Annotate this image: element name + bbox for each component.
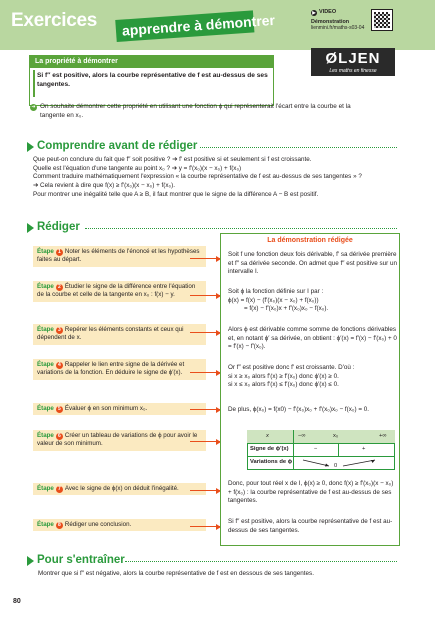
arrow-down-icon (303, 460, 329, 466)
section-rule (125, 561, 397, 562)
property-heading: La propriété à démontrer (29, 55, 274, 68)
section-title-comprendre: Comprendre avant de rédiger (27, 139, 197, 155)
step-3: Étape 3 Repérer les éléments constants et ceux qui dépendent de x. (33, 324, 206, 345)
table-minus-inf: −∞ (298, 433, 306, 439)
table-divider (293, 430, 294, 470)
step-arrow (190, 490, 220, 491)
logo-name: ØLJEN (325, 50, 381, 67)
qr-code-icon[interactable] (372, 10, 392, 30)
demo-p2: Soit ϕ la fonction définie sur I par : ϕ(x) = f(x) − (f′(x₀)(x − x₀) + f(x₀)) = f(x) − f′(x₀)x + f′(x₀)x₀ − f(x₀). (228, 288, 329, 313)
variation-arrows (295, 457, 394, 470)
video-box[interactable] (311, 9, 372, 49)
step-8: Étape 8 Rédiger une conclusion. (33, 519, 206, 531)
section-title-rediger: Rédiger (27, 220, 80, 236)
table-plus-inf: +∞ (379, 433, 387, 439)
step-arrow (190, 409, 220, 410)
step-5: Étape 5 Évaluer ϕ en son minimum x₀. (33, 403, 206, 415)
table-sign-minus: − (314, 446, 318, 452)
exercise-text: Montrer que si f″ est négative, alors la courbe représentative de f est en dessous de ses tangentes. (38, 570, 314, 577)
step-arrow (190, 372, 220, 373)
step-1: Étape 1 Noter les éléments de l'énoncé et les hypothèses faites au départ. (33, 246, 206, 267)
play-icon: ▶ (312, 9, 316, 15)
step-arrow (190, 441, 220, 442)
property-note: On souhaite démontrer cette propriété en utilisant une fonction ϕ qui représenterait l'écart entre la courbe et la tangente en x₀. (40, 103, 351, 119)
video-link[interactable]: lienmini.fr/maths-s03-04 (311, 25, 365, 32)
table-row-sign: Signe de ϕ′(x) (250, 446, 289, 452)
table-divider (247, 443, 395, 444)
step-arrow (190, 295, 220, 296)
demo-p5: De plus, ϕ(x₀) = f(x0) − f′(x₀)x₀ + f′(x₀)x₀ − f(x₀) = 0. (228, 406, 370, 413)
page-subtitle: apprendre à démontrer (115, 10, 254, 42)
section-rule (200, 147, 397, 148)
section1-line: Comment traduire mathématiquement l'expression « la courbe représentative de f est au-dessus de ses tangentes » ? (33, 173, 362, 181)
demo-p4: Or f″ est positive donc f′ est croissante. D'où : si x ≥ x₀ alors f′(x) ≥ f′(x₀) donc ϕ′(x) ≥ 0. si x ≤ x₀ alors f′(x) ≤ f′(x₀) donc ϕ′(x) ≤ 0. (228, 364, 355, 389)
section-arrow-icon (27, 142, 34, 152)
video-tag: ▶ VIDEO (312, 9, 337, 15)
section1-line: ➔ Cela revient à dire que f(x) ≥ f′(x₀)(x − x₀) + f(x₀). (33, 182, 175, 190)
table-row-variations: Variations de ϕ (250, 459, 293, 465)
section1-line: Pour montrer une inégalité telle que A ≥ B, il faut montrer que le signe de la différence A − B est positif. (33, 190, 319, 198)
step-7: Étape 7 Avec le signe de ϕ(x) on déduit l'inégalité. (33, 483, 206, 495)
section1-line: Quelle est l'équation d'une tangente au point x₀ ? ➔ y = f′(x₀)(x − x₀) + f(x₀) (33, 164, 242, 172)
table-min-value: 0 (334, 463, 338, 469)
demo-p3: Alors ϕ est dérivable comme somme de fonctions dérivables et, en notant ϕ′ sa dérivée, on obtient : ϕ′(x) = f′(x) − f′(x₀) + 0 = f′(x) − f′(x₀). (228, 326, 397, 351)
step-6: Étape 6 Créer un tableau de variations de ϕ pour avoir le valeur de son minimum. (33, 430, 206, 451)
video-title: Démonstration (311, 18, 350, 25)
table-divider (338, 443, 339, 456)
demo-p1: Soit f une fonction deux fois dérivable, f′ sa dérivée première et f″ sa dérivée seconde. On admet que f″ est positive sur un intervalle I. (228, 251, 397, 276)
property-text: Si f″ est positive, alors la courbe représentative de f est au-dessus de ses tangentes. (37, 72, 268, 89)
logo (311, 48, 395, 76)
table-sign-plus: + (362, 446, 366, 452)
demo-p7: Si f″ est positive, alors la courbe représentative de f est au-dessus de ses tangentes. (228, 518, 393, 534)
arrow-up-icon (343, 460, 375, 466)
section-arrow-icon (27, 223, 34, 233)
step-arrow (190, 526, 220, 527)
section-rule (85, 228, 397, 229)
table-x: x (266, 433, 269, 439)
section-arrow-icon (27, 556, 34, 566)
section-title-entrainer: Pour s'entraîner (27, 553, 125, 569)
logo-tagline: Les maths en finesse (329, 68, 377, 74)
arrow-right-icon: ➜ (31, 104, 36, 110)
step-4: Étape 4 Rappeler le lien entre signe de la dérivée et variations de la fonction. En déduire le signe de ϕ′(x). (33, 359, 206, 380)
demo-title: La démonstration rédigée (267, 237, 353, 244)
demo-p6: Donc, pour tout réel x de I, ϕ(x) ≥ 0, donc f(x) ≥ f′(x₀)(x − x₀) + f(x₀) : la courbe représentative de f est au-dessus de ses tangentes. (228, 480, 394, 505)
page-title: Exercices (11, 10, 98, 31)
property-accent-bar (33, 70, 35, 97)
section1-line: Que peut-on conclure du fait que f″ soit positive ? ➔ f′ est positive si et seulement si f est croissante. (33, 156, 312, 163)
step-arrow (190, 332, 220, 333)
step-2: Étape 2 Étudier le signe de la différence entre l'équation de la courbe et celle de la tangente en x₀ : f(x) − y. (33, 281, 206, 302)
variation-table-header (247, 430, 395, 443)
section1-body (33, 156, 403, 199)
table-x0: x₀ (333, 433, 339, 439)
page-number: 80 (13, 598, 21, 605)
step-arrow (190, 258, 220, 259)
